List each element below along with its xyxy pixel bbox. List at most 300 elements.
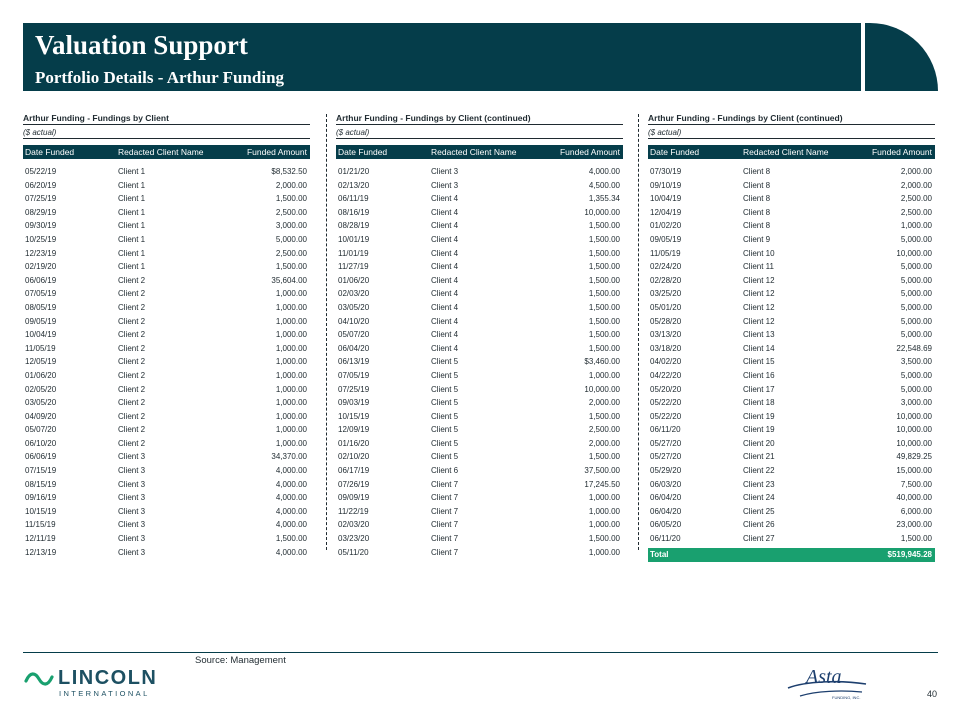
cell-date-funded: 06/11/19 bbox=[338, 194, 369, 204]
cell-client-name: Client 4 bbox=[431, 275, 459, 285]
table-row bbox=[23, 546, 310, 560]
cell-client-name: Client 5 bbox=[431, 384, 459, 394]
cell-client-name: Client 2 bbox=[118, 411, 146, 421]
cell-client-name: Client 12 bbox=[743, 302, 775, 312]
header-funded-amount: Funded Amount bbox=[871, 147, 932, 157]
cell-funded-amount: 1,000.00 bbox=[275, 330, 307, 340]
cell-funded-amount: 1,500.00 bbox=[275, 194, 307, 204]
cell-client-name: Client 4 bbox=[431, 248, 459, 258]
table-row bbox=[336, 315, 623, 329]
panel-title: Arthur Funding - Fundings by Client bbox=[23, 112, 310, 125]
cell-funded-amount: 1,000.00 bbox=[900, 221, 932, 231]
column-divider bbox=[638, 114, 639, 550]
cell-client-name: Client 3 bbox=[431, 180, 459, 190]
table-header bbox=[648, 145, 935, 159]
cell-client-name: Client 7 bbox=[431, 479, 459, 489]
header-date-funded: Date Funded bbox=[25, 147, 75, 157]
table-row bbox=[648, 301, 935, 315]
cell-funded-amount: 1,000.00 bbox=[588, 547, 620, 557]
cell-client-name: Client 3 bbox=[118, 520, 146, 530]
table-row bbox=[648, 532, 935, 546]
table-row bbox=[23, 518, 310, 532]
cell-funded-amount: $3,460.00 bbox=[584, 357, 620, 367]
cell-date-funded: 02/28/20 bbox=[650, 275, 682, 285]
table-row bbox=[648, 247, 935, 261]
table-row bbox=[648, 260, 935, 274]
table-row bbox=[648, 315, 935, 329]
cell-funded-amount: 1,000.00 bbox=[275, 316, 307, 326]
table-row bbox=[648, 287, 935, 301]
cell-funded-amount: 49,829.25 bbox=[896, 452, 932, 462]
table-row bbox=[23, 260, 310, 274]
cell-date-funded: 10/04/19 bbox=[25, 330, 57, 340]
cell-date-funded: 01/02/20 bbox=[650, 221, 682, 231]
cell-date-funded: 02/24/20 bbox=[650, 262, 682, 272]
cell-date-funded: 12/09/19 bbox=[338, 425, 370, 435]
table-row bbox=[23, 355, 310, 369]
asta-funding-logo bbox=[786, 661, 868, 703]
cell-date-funded: 12/05/19 bbox=[25, 357, 57, 367]
table-row bbox=[336, 301, 623, 315]
table-row bbox=[336, 518, 623, 532]
cell-funded-amount: 10,000.00 bbox=[896, 248, 932, 258]
lincoln-wordmark: LINCOLN bbox=[58, 667, 158, 689]
table-row bbox=[23, 491, 310, 505]
cell-client-name: Client 27 bbox=[743, 534, 775, 544]
cell-date-funded: 04/02/20 bbox=[650, 357, 682, 367]
cell-client-name: Client 3 bbox=[431, 167, 459, 176]
cell-client-name: Client 1 bbox=[118, 262, 146, 272]
asta-subtext: FUNDING, INC. bbox=[832, 695, 861, 700]
cell-client-name: Client 12 bbox=[743, 289, 775, 299]
cell-date-funded: 08/15/19 bbox=[25, 479, 57, 489]
cell-client-name: Client 4 bbox=[431, 207, 459, 217]
cell-funded-amount: 15,000.00 bbox=[896, 466, 932, 476]
table-row bbox=[336, 260, 623, 274]
cell-date-funded: 05/28/20 bbox=[650, 316, 682, 326]
asta-wordmark: Asta bbox=[806, 666, 842, 688]
cell-client-name: Client 3 bbox=[118, 479, 146, 489]
cell-date-funded: 06/04/20 bbox=[650, 506, 682, 516]
header-client-name: Redacted Client Name bbox=[743, 147, 829, 157]
cell-funded-amount: 1,000.00 bbox=[275, 425, 307, 435]
cell-funded-amount: 1,500.00 bbox=[275, 262, 307, 272]
table-row bbox=[648, 437, 935, 451]
table-row bbox=[336, 355, 623, 369]
cell-funded-amount: 1,500.00 bbox=[275, 534, 307, 544]
cell-date-funded: 12/13/19 bbox=[25, 547, 57, 557]
cell-client-name: Client 1 bbox=[118, 248, 146, 258]
cell-date-funded: 10/25/19 bbox=[25, 234, 57, 244]
cell-funded-amount: 1,000.00 bbox=[275, 438, 307, 448]
cell-date-funded: 06/04/20 bbox=[338, 343, 370, 353]
cell-funded-amount: 5,000.00 bbox=[900, 289, 932, 299]
cell-client-name: Client 12 bbox=[743, 275, 775, 285]
table-row bbox=[648, 369, 935, 383]
cell-date-funded: 01/06/20 bbox=[338, 275, 370, 285]
cell-client-name: Client 2 bbox=[118, 343, 146, 353]
table-row bbox=[648, 450, 935, 464]
cell-funded-amount: 1,000.00 bbox=[588, 520, 620, 530]
cell-funded-amount: 4,000.00 bbox=[275, 466, 307, 476]
table-row bbox=[23, 206, 310, 220]
cell-funded-amount: 37,500.00 bbox=[584, 466, 620, 476]
cell-funded-amount: 2,000.00 bbox=[900, 180, 932, 190]
panel-units: ($ actual) bbox=[648, 127, 935, 139]
cell-funded-amount: 4,000.00 bbox=[275, 520, 307, 530]
cell-funded-amount: 2,500.00 bbox=[588, 425, 620, 435]
cell-funded-amount: 4,000.00 bbox=[275, 506, 307, 516]
cell-date-funded: 06/04/20 bbox=[650, 493, 682, 503]
table-row bbox=[23, 233, 310, 247]
table-row bbox=[648, 464, 935, 478]
cell-funded-amount: 5,000.00 bbox=[900, 384, 932, 394]
cell-funded-amount: 1,000.00 bbox=[275, 289, 307, 299]
cell-funded-amount: 22,548.69 bbox=[896, 343, 932, 353]
cell-funded-amount: 1,355.34 bbox=[588, 194, 620, 204]
total-row bbox=[648, 548, 935, 562]
cell-date-funded: 03/25/20 bbox=[650, 289, 682, 299]
cell-date-funded: 07/26/19 bbox=[338, 479, 370, 489]
table-row bbox=[648, 219, 935, 233]
table-row bbox=[336, 423, 623, 437]
cell-client-name: Client 4 bbox=[431, 289, 459, 299]
cell-date-funded: 12/11/19 bbox=[25, 534, 56, 544]
table-header bbox=[23, 145, 310, 159]
header-date-funded: Date Funded bbox=[338, 147, 388, 157]
panel-units: ($ actual) bbox=[336, 127, 623, 139]
table-row bbox=[648, 328, 935, 342]
table-row bbox=[23, 383, 310, 397]
cell-funded-amount: 2,500.00 bbox=[275, 248, 307, 258]
cell-date-funded: 11/01/19 bbox=[338, 248, 369, 258]
table-row bbox=[336, 450, 623, 464]
cell-funded-amount: 5,000.00 bbox=[275, 234, 307, 244]
cell-funded-amount: 1,000.00 bbox=[275, 398, 307, 408]
table-row bbox=[648, 165, 935, 179]
cell-funded-amount: 2,500.00 bbox=[900, 207, 932, 217]
cell-funded-amount: 5,000.00 bbox=[900, 316, 932, 326]
cell-funded-amount: 1,500.00 bbox=[588, 452, 620, 462]
table-row bbox=[648, 383, 935, 397]
cell-funded-amount: 7,500.00 bbox=[900, 479, 932, 489]
cell-client-name: Client 5 bbox=[431, 370, 459, 380]
table-row bbox=[336, 478, 623, 492]
cell-date-funded: 09/16/19 bbox=[25, 493, 57, 503]
cell-funded-amount: 10,000.00 bbox=[896, 411, 932, 421]
table-row bbox=[648, 179, 935, 193]
panel-fundings-1 bbox=[23, 112, 310, 559]
column-divider bbox=[326, 114, 327, 550]
table-row bbox=[336, 532, 623, 546]
cell-date-funded: 02/03/20 bbox=[338, 520, 370, 530]
cell-client-name: Client 4 bbox=[431, 221, 459, 231]
table-body bbox=[23, 165, 310, 559]
cell-date-funded: 11/27/19 bbox=[338, 262, 369, 272]
cell-client-name: Client 5 bbox=[431, 425, 459, 435]
cell-client-name: Client 2 bbox=[118, 302, 146, 312]
table-row bbox=[648, 505, 935, 519]
cell-date-funded: 02/05/20 bbox=[25, 384, 57, 394]
table-row bbox=[336, 328, 623, 342]
panel-units: ($ actual) bbox=[23, 127, 310, 139]
cell-client-name: Client 2 bbox=[118, 384, 146, 394]
cell-client-name: Client 19 bbox=[743, 411, 775, 421]
cell-funded-amount: 1,000.00 bbox=[275, 370, 307, 380]
cell-date-funded: 03/05/20 bbox=[25, 398, 57, 408]
cell-date-funded: 03/23/20 bbox=[338, 534, 370, 544]
lincoln-international-logo bbox=[24, 667, 174, 702]
cell-date-funded: 04/10/20 bbox=[338, 316, 370, 326]
table-row bbox=[23, 423, 310, 437]
cell-client-name: Client 2 bbox=[118, 438, 146, 448]
cell-date-funded: 03/18/20 bbox=[650, 343, 682, 353]
table-row bbox=[336, 396, 623, 410]
cell-client-name: Client 20 bbox=[743, 438, 775, 448]
cell-date-funded: 03/05/20 bbox=[338, 302, 370, 312]
table-row bbox=[23, 410, 310, 424]
header-funded-amount: Funded Amount bbox=[559, 147, 620, 157]
cell-date-funded: 06/03/20 bbox=[650, 479, 682, 489]
cell-date-funded: 07/30/19 bbox=[650, 167, 682, 176]
table-row bbox=[23, 328, 310, 342]
cell-funded-amount: 3,000.00 bbox=[900, 398, 932, 408]
cell-funded-amount: 6,000.00 bbox=[900, 506, 932, 516]
cell-funded-amount: 2,000.00 bbox=[900, 167, 932, 176]
cell-funded-amount: 5,000.00 bbox=[900, 275, 932, 285]
cell-date-funded: 05/22/19 bbox=[25, 167, 57, 176]
cell-date-funded: 05/29/20 bbox=[650, 466, 682, 476]
header-client-name: Redacted Client Name bbox=[118, 147, 204, 157]
cell-date-funded: 05/22/20 bbox=[650, 411, 682, 421]
panel-fundings-3 bbox=[648, 112, 935, 562]
cell-date-funded: 09/09/19 bbox=[338, 493, 370, 503]
cell-date-funded: 02/03/20 bbox=[338, 289, 370, 299]
cell-client-name: Client 23 bbox=[743, 479, 775, 489]
panel-fundings-2 bbox=[336, 112, 623, 559]
table-row bbox=[23, 192, 310, 206]
cell-client-name: Client 19 bbox=[743, 425, 775, 435]
cell-client-name: Client 6 bbox=[431, 466, 459, 476]
cell-funded-amount: 4,000.00 bbox=[275, 493, 307, 503]
cell-funded-amount: 1,500.00 bbox=[588, 221, 620, 231]
cell-funded-amount: 1,500.00 bbox=[588, 343, 620, 353]
cell-client-name: Client 26 bbox=[743, 520, 775, 530]
table-row bbox=[23, 369, 310, 383]
cell-funded-amount: 1,500.00 bbox=[588, 302, 620, 312]
cell-funded-amount: 5,000.00 bbox=[900, 302, 932, 312]
table-row bbox=[648, 342, 935, 356]
cell-funded-amount: 2,500.00 bbox=[900, 194, 932, 204]
cell-date-funded: 02/10/20 bbox=[338, 452, 370, 462]
lincoln-wave-icon bbox=[24, 670, 54, 688]
table-row bbox=[648, 274, 935, 288]
cell-date-funded: 09/05/19 bbox=[650, 234, 682, 244]
cell-funded-amount: 10,000.00 bbox=[584, 207, 620, 217]
cell-date-funded: 06/05/20 bbox=[650, 520, 682, 530]
table-row bbox=[336, 192, 623, 206]
cell-funded-amount: 1,000.00 bbox=[588, 506, 620, 516]
cell-date-funded: 06/06/19 bbox=[25, 275, 57, 285]
header-funded-amount: Funded Amount bbox=[246, 147, 307, 157]
panel-title: Arthur Funding - Fundings by Client (continued) bbox=[648, 112, 935, 125]
cell-client-name: Client 2 bbox=[118, 425, 146, 435]
cell-date-funded: 06/13/19 bbox=[338, 357, 370, 367]
cell-funded-amount: 1,000.00 bbox=[275, 343, 307, 353]
cell-date-funded: 05/11/20 bbox=[338, 547, 369, 557]
cell-client-name: Client 1 bbox=[118, 167, 146, 176]
cell-date-funded: 05/27/20 bbox=[650, 452, 682, 462]
source-note: Source: Management bbox=[195, 655, 286, 666]
cell-date-funded: 06/17/19 bbox=[338, 466, 370, 476]
cell-date-funded: 09/05/19 bbox=[25, 316, 57, 326]
cell-client-name: Client 7 bbox=[431, 506, 459, 516]
page-subtitle: Portfolio Details - Arthur Funding bbox=[35, 68, 285, 87]
cell-date-funded: 01/16/20 bbox=[338, 438, 370, 448]
cell-funded-amount: 1,000.00 bbox=[275, 357, 307, 367]
table-row bbox=[23, 315, 310, 329]
cell-date-funded: 10/15/19 bbox=[338, 411, 370, 421]
total-value: $519,945.28 bbox=[887, 549, 932, 559]
cell-client-name: Client 9 bbox=[743, 234, 771, 244]
table-row bbox=[336, 546, 623, 560]
table-row bbox=[336, 179, 623, 193]
cell-client-name: Client 5 bbox=[431, 398, 459, 408]
table-body bbox=[648, 165, 935, 546]
cell-funded-amount: 17,245.50 bbox=[584, 479, 620, 489]
cell-funded-amount: 5,000.00 bbox=[900, 330, 932, 340]
cell-funded-amount: 3,000.00 bbox=[275, 221, 307, 231]
cell-date-funded: 02/13/20 bbox=[338, 180, 370, 190]
cell-client-name: Client 7 bbox=[431, 534, 459, 544]
cell-client-name: Client 5 bbox=[431, 357, 459, 367]
cell-funded-amount: 1,500.00 bbox=[588, 411, 620, 421]
cell-funded-amount: 4,000.00 bbox=[275, 547, 307, 557]
table-row bbox=[648, 233, 935, 247]
table-row bbox=[23, 342, 310, 356]
table-row bbox=[23, 532, 310, 546]
table-row bbox=[336, 383, 623, 397]
cell-client-name: Client 4 bbox=[431, 194, 459, 204]
cell-funded-amount: 5,000.00 bbox=[900, 262, 932, 272]
table-row bbox=[648, 491, 935, 505]
cell-funded-amount: 1,500.00 bbox=[588, 234, 620, 244]
cell-funded-amount: 4,500.00 bbox=[588, 180, 620, 190]
header-date-funded: Date Funded bbox=[650, 147, 700, 157]
cell-client-name: Client 16 bbox=[743, 370, 775, 380]
cell-client-name: Client 2 bbox=[118, 289, 146, 299]
cell-date-funded: 01/06/20 bbox=[25, 370, 57, 380]
cell-client-name: Client 18 bbox=[743, 398, 775, 408]
table-row bbox=[23, 450, 310, 464]
cell-date-funded: 08/05/19 bbox=[25, 302, 57, 312]
cell-date-funded: 05/07/20 bbox=[25, 425, 57, 435]
cell-client-name: Client 3 bbox=[118, 493, 146, 503]
table-row bbox=[336, 219, 623, 233]
table-row bbox=[336, 369, 623, 383]
page-number: 40 bbox=[927, 689, 938, 699]
cell-client-name: Client 22 bbox=[743, 466, 775, 476]
table-row bbox=[23, 179, 310, 193]
cell-client-name: Client 8 bbox=[743, 207, 771, 217]
cell-date-funded: 05/20/20 bbox=[650, 384, 682, 394]
cell-funded-amount: 1,500.00 bbox=[588, 316, 620, 326]
table-row bbox=[648, 478, 935, 492]
cell-client-name: Client 3 bbox=[118, 534, 146, 544]
cell-funded-amount: 4,000.00 bbox=[275, 479, 307, 489]
panel-title: Arthur Funding - Fundings by Client (continued) bbox=[336, 112, 623, 125]
table-header bbox=[336, 145, 623, 159]
cell-client-name: Client 4 bbox=[431, 302, 459, 312]
cell-client-name: Client 12 bbox=[743, 316, 775, 326]
cell-funded-amount: 10,000.00 bbox=[584, 384, 620, 394]
cell-date-funded: 08/28/19 bbox=[338, 221, 370, 231]
table-row bbox=[23, 478, 310, 492]
cell-date-funded: 09/03/19 bbox=[338, 398, 370, 408]
cell-client-name: Client 3 bbox=[118, 466, 146, 476]
cell-date-funded: 11/05/19 bbox=[650, 248, 681, 258]
cell-date-funded: 11/05/19 bbox=[25, 343, 56, 353]
cell-date-funded: 10/01/19 bbox=[338, 234, 370, 244]
table-row bbox=[648, 192, 935, 206]
cell-funded-amount: 1,500.00 bbox=[588, 534, 620, 544]
cell-client-name: Client 25 bbox=[743, 506, 775, 516]
cell-funded-amount: 2,000.00 bbox=[275, 180, 307, 190]
cell-funded-amount: 3,500.00 bbox=[900, 357, 932, 367]
table-row bbox=[648, 355, 935, 369]
cell-funded-amount: 1,500.00 bbox=[588, 289, 620, 299]
cell-funded-amount: 10,000.00 bbox=[896, 438, 932, 448]
table-row bbox=[648, 518, 935, 532]
cell-client-name: Client 4 bbox=[431, 343, 459, 353]
cell-funded-amount: 1,000.00 bbox=[275, 411, 307, 421]
table-row bbox=[336, 274, 623, 288]
cell-client-name: Client 8 bbox=[743, 194, 771, 204]
cell-date-funded: 09/10/19 bbox=[650, 180, 682, 190]
cell-funded-amount: 1,000.00 bbox=[275, 302, 307, 312]
lincoln-subtext: INTERNATIONAL bbox=[59, 689, 150, 698]
cell-date-funded: 12/23/19 bbox=[25, 248, 57, 258]
cell-client-name: Client 5 bbox=[431, 411, 459, 421]
cell-funded-amount: 35,604.00 bbox=[271, 275, 307, 285]
cell-date-funded: 05/07/20 bbox=[338, 330, 370, 340]
cell-date-funded: 07/05/19 bbox=[25, 289, 57, 299]
cell-funded-amount: 1,000.00 bbox=[275, 384, 307, 394]
cell-client-name: Client 7 bbox=[431, 547, 459, 557]
cell-date-funded: 07/25/19 bbox=[25, 194, 57, 204]
cell-date-funded: 12/04/19 bbox=[650, 207, 682, 217]
cell-date-funded: 03/13/20 bbox=[650, 330, 682, 340]
cell-client-name: Client 8 bbox=[743, 180, 771, 190]
cell-client-name: Client 4 bbox=[431, 316, 459, 326]
cell-client-name: Client 2 bbox=[118, 370, 146, 380]
cell-date-funded: 11/22/19 bbox=[338, 506, 369, 516]
table-row bbox=[23, 396, 310, 410]
table-row bbox=[23, 505, 310, 519]
cell-date-funded: 06/06/19 bbox=[25, 452, 57, 462]
cell-client-name: Client 8 bbox=[743, 221, 771, 231]
table-row bbox=[23, 437, 310, 451]
cell-date-funded: 01/21/20 bbox=[338, 167, 370, 176]
table-row bbox=[648, 206, 935, 220]
cell-funded-amount: 2,000.00 bbox=[588, 398, 620, 408]
cell-funded-amount: 1,500.00 bbox=[900, 534, 932, 544]
cell-client-name: Client 4 bbox=[431, 330, 459, 340]
cell-client-name: Client 1 bbox=[118, 221, 146, 231]
cell-date-funded: 06/11/20 bbox=[650, 425, 681, 435]
cell-client-name: Client 17 bbox=[743, 384, 775, 394]
cell-date-funded: 07/25/19 bbox=[338, 384, 370, 394]
